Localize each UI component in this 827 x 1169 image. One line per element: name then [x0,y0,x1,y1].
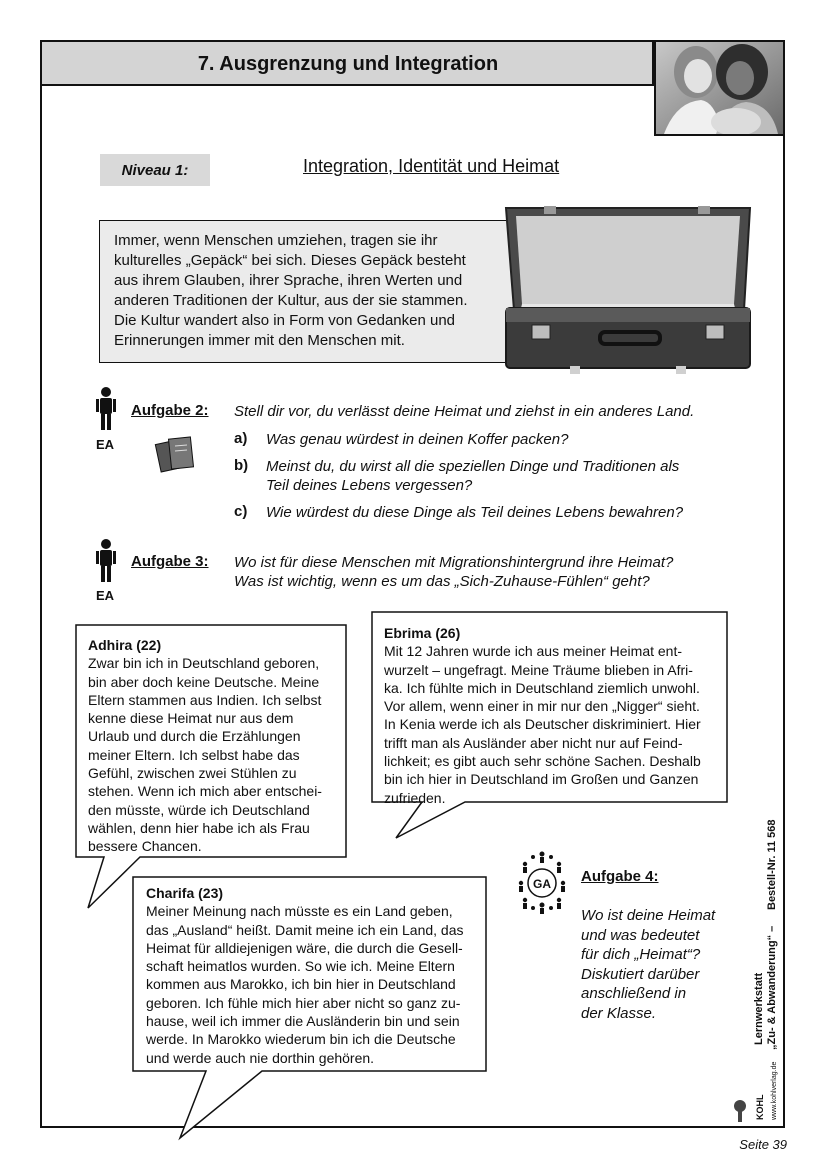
intro-line: anderen Traditionen der Kultur, aus der sie stammen. [114,292,468,309]
bubble-line: Gefühl, zwischen zwei Stühlen zu [88,765,297,782]
bubble-line: meiner Eltern. Ich selbst habe das [88,746,300,763]
bubble-line: geboren. Ich fühle mich hier aber nicht so ganz zu- [146,994,461,1011]
bubble-line: Heimat für alldiejenigen wäre, die durch die Gesell- [146,939,463,956]
question-letter: a) [234,430,248,447]
task4-line: Wo ist deine Heimat [581,907,716,924]
task3-text: Wo ist für diese Menschen mit Migrationshintergrund ihre Heimat? [234,554,674,571]
series-title: „Zu- & Abwanderung“ – [766,925,778,1050]
page-number: Seite 39 [739,1137,787,1152]
workshop-title: Lernwerkstatt [753,972,765,1045]
adhira-text [88,636,322,856]
bubble-line: wählen, denn hier habe ich als Frau [88,819,310,836]
bubble-line: Urlaub und durch die Erzählungen [88,728,301,745]
question-letter: c) [234,503,248,520]
question-text: Meinst du, du wirst all die speziellen Dinge und Traditionen als [266,458,680,475]
bubble-line: Vor allem, wenn einer in mir nur den „Nigger“ sieht. [384,698,700,715]
intro-line: Immer, wenn Menschen umziehen, tragen sie ihr [114,232,438,249]
bubble-line: kenne diese Heimat nur aus dem [88,710,294,727]
bubble-line: bin ich hier in Deutschland im Großen und Ganzen [384,771,699,788]
task4-label: Aufgabe 4: [581,868,659,885]
bubble-line: bessere Chancen. [88,838,202,855]
bubble-line: schaft heimatlos wurden. So wie ich. Meine Eltern [146,958,455,975]
charifa-text [146,884,464,1067]
ga-badge: GA [533,877,551,891]
task4-line: anschließend in [581,985,687,1002]
task2-label: Aufgabe 2: [131,402,209,419]
speaker-name: Adhira (22) [88,637,162,653]
group-icon [517,850,567,914]
page-title: 7. Ausgrenzung und Integration [197,52,499,75]
bubble-line: hause, weil ich immer die Ausländerin bin und sein [146,1013,460,1030]
bubble-line: wurzelt – ungefragt. Meine Träume blieben in Afri- [384,661,693,678]
bubble-line: Meiner Meinung nach müsste es ein Land geben, [146,903,453,920]
intro-line: Erinnerungen immer mit den Menschen mit. [114,332,405,349]
bubble-line: Mit 12 Jahren wurde ich aus meiner Heimat ent- [384,643,683,660]
ea-badge: EA [96,437,115,452]
bubble-line: Zwar bin ich in Deutschland geboren, [88,655,320,672]
bubble-line: In Kenia werde ich als Deutscher diskriminiert. Hier [384,716,701,733]
bubble-line: lichkeit; es gibt auch sehr schöne Sachen. Deshalb [384,753,701,770]
question-text: Was genau würdest in deinen Koffer packen? [266,431,569,448]
bubble-line: Eltern stammen aus Indien. Ich selbst [88,691,322,708]
publisher-sidebar [730,800,790,1130]
section-subtitle: Integration, Identität und Heimat [303,156,560,176]
speaker-name: Ebrima (26) [384,625,461,641]
publisher-website: www.kohlverlag.de [771,1061,778,1120]
task2-prompt: Stell dir vor, du verlässt deine Heimat und ziehst in ein anderes Land. [234,403,695,420]
bubble-line: trifft man als Ausländer aber nicht nur auf Feind- [384,734,683,751]
task4-line: und was bedeutet [581,926,700,944]
bubble-line: und werde auch nie dorthin gehören. [146,1049,375,1066]
task4-text [581,906,715,1023]
bubble-line: werde. In Marokko wiederum bin ich die Deutsche [146,1031,456,1048]
task3-text: Was ist wichtig, wenn es um das „Sich-Zuhause-Fühlen“ geht? [234,573,650,590]
bubble-line: das „Ausland“ heißt. Damit meine ich ein Land, das [146,921,464,938]
niveau-label: Niveau 1: [100,154,210,186]
speaker-name: Charifa (23) [146,885,224,901]
question-letter: b) [234,457,249,474]
order-number: Bestell-Nr. 11 568 [766,819,778,910]
task4-line: Diskutiert darüber [581,965,700,983]
bubble-line: kommen aus Marokko, ich bin hier in Deutschland [146,976,456,993]
bubble-line: bin aber doch keine Deutsche. Meine [88,673,320,690]
task4-line: der Klasse. [581,1004,657,1022]
intro-line: Die Kultur wandert also in Form von Gedanken und [114,312,456,329]
bubble-line: ka. Ich fühlte mich in Deutschland ziemlich unwohl. [384,679,700,696]
bubble-line: den müsste, würde ich Deutschland [88,801,310,818]
bubble-line: zufrieden. [384,789,446,806]
question-text: Wie würdest du diese Dinge als Teil deines Lebens bewahren? [266,504,684,521]
task4-line: für dich „Heimat“? [581,946,701,963]
publisher-name: KOHL [755,1094,765,1120]
bubble-line: stehen. Wenn ich mich aber entschei- [88,783,322,800]
ea-badge: EA [96,588,115,603]
question-text: Teil deines Lebens vergessen? [266,477,473,494]
ebrima-text [384,624,701,807]
intro-line: aus ihrem Glauben, ihrer Sprache, ihren Werten und [114,272,463,289]
task3-label: Aufgabe 3: [131,553,209,570]
intro-line: kulturelles „Gepäck“ bei sich. Dieses Gepäck besteht [114,252,466,269]
